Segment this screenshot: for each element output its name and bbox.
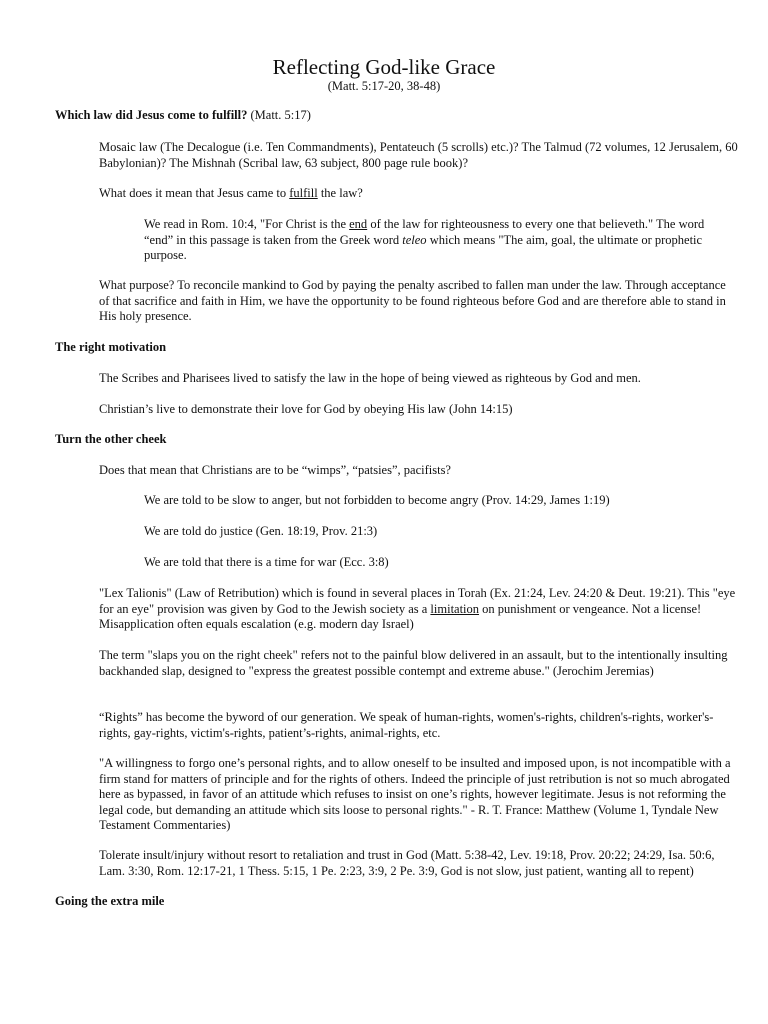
paragraph-purpose: What purpose? To reconcile mankind to God by paying the penalty ascribed to fallen man under the law. Through acceptance of that sacrifice and faith in Him, we have the opportunity to be found righteous before God and are therefore able to stand in His holy presence. — [99, 278, 726, 323]
paragraph-christians: Christian’s live to demonstrate their love for God by obeying His law (John 14:15) — [99, 402, 513, 416]
text-run: which means "The aim, goal, the ultimate or prophetic purpose. — [144, 232, 703, 262]
page-subtitle: (Matt. 5:17-20, 38-48) — [327, 79, 441, 93]
section-heading-motivation: The right motivation — [55, 340, 167, 354]
italic-word: teleo — [402, 232, 427, 247]
section-heading-other-cheek: Turn the other cheek — [55, 432, 167, 446]
paragraph-fulfill-question — [99, 186, 739, 202]
text-run: "Lex Talionis" (Law of Retribution) which is found in several places in Torah (Ex. 21:24, Lev. 24:20 & Deut. 19:21). This "eye for an eye" provision was given by God to the Jewish society as a — [99, 586, 736, 616]
underlined-word: limitation — [430, 601, 480, 616]
paragraph-war: We are told that there is a time for war (Ecc. 3:8) — [144, 555, 389, 569]
text-run: the law? — [317, 186, 363, 200]
text-run: We read in Rom. 10:4, "For Christ is the — [144, 217, 350, 231]
text-run: on punishment or vengeance. Not a license! Misapplication often equals escalation (e.g. modern day Israel) — [99, 601, 702, 631]
paragraph-rights: “Rights” has become the byword of our generation. We speak of human-rights, women's-rights, children's-rights, worker's-rights, gay-rights, victim's-rights, patient’s-rights, animal-rights, etc. — [99, 710, 714, 740]
paragraph-laws: Mosaic law (The Decalogue (i.e. Ten Commandments), Pentateuch (5 scrolls) etc.)? The Talmud (72 volumes, 12 Jerusalem, 60 Babylonian)? The Mishnah (Scribal law, 63 subject, 800 page rule book)? — [99, 140, 738, 170]
paragraph-lex-talionis — [99, 586, 739, 633]
text-run: of the law for righteousness to every one that believeth." The word “end” in this passage is taken from the Greek word — [144, 217, 705, 247]
section-heading-fulfill — [55, 108, 311, 124]
paragraph-justice: We are told do justice (Gen. 18:19, Prov. 21:3) — [144, 524, 378, 538]
section-heading-reference: (Matt. 5:17) — [247, 108, 311, 122]
paragraph-france-quote: "A willingness to forgo one’s personal rights, and to allow oneself to be insulted and imposed upon, is not incompatible with a firm stand for matters of principle and for the rights of others. Indeed the principle of just retribution is not so much abrogated here as bypassed, in favor of an attitude which refuses to insist on one’s rights, however legitimate. Jesus is not reforming the legal code, but demanding an attitude which sits loose to personal rights." - R. T. France: Matthew (Volume 1, Tyndale New Testament Commentaries) — [99, 756, 731, 832]
paragraph-right-cheek: The term "slaps you on the right cheek" refers not to the painful blow delivered in an assault, but to the intentionally insulting backhanded slap, designed to "express the greatest possible contempt and extreme abuse." (Jerochim Jeremias) — [99, 648, 728, 678]
paragraph-anger: We are told to be slow to anger, but not forbidden to become angry (Prov. 14:29, James 1:19) — [144, 493, 610, 507]
text-run: What does it mean that Jesus came to — [99, 186, 290, 200]
paragraph-wimps-question: Does that mean that Christians are to be “wimps”, “patsies”, pacifists? — [99, 463, 451, 477]
underlined-word: end — [349, 217, 368, 231]
section-heading-extra-mile: Going the extra mile — [55, 894, 165, 908]
paragraph-tolerate: Tolerate insult/injury without resort to retaliation and trust in God (Matt. 5:38-42, Lev. 19:18, Prov. 20:22; 24:29, Isa. 50:6, Lam. 3:30, Rom. 12:17-21, 1 Thess. 5:15, 1 Pe. 2:23, 3:9, 2 Pe. 3:9, God is not slow, just patient, wanting all to repent) — [99, 848, 715, 878]
underlined-word: fulfill — [289, 186, 318, 200]
paragraph-pharisees: The Scribes and Pharisees lived to satisfy the law in the hope of being viewed as righteous by God and men. — [99, 371, 641, 385]
page-title: Reflecting God-like Grace — [272, 55, 496, 79]
paragraph-romans-quote — [144, 217, 736, 264]
section-heading-text: Which law did Jesus come to fulfill? — [55, 108, 248, 122]
